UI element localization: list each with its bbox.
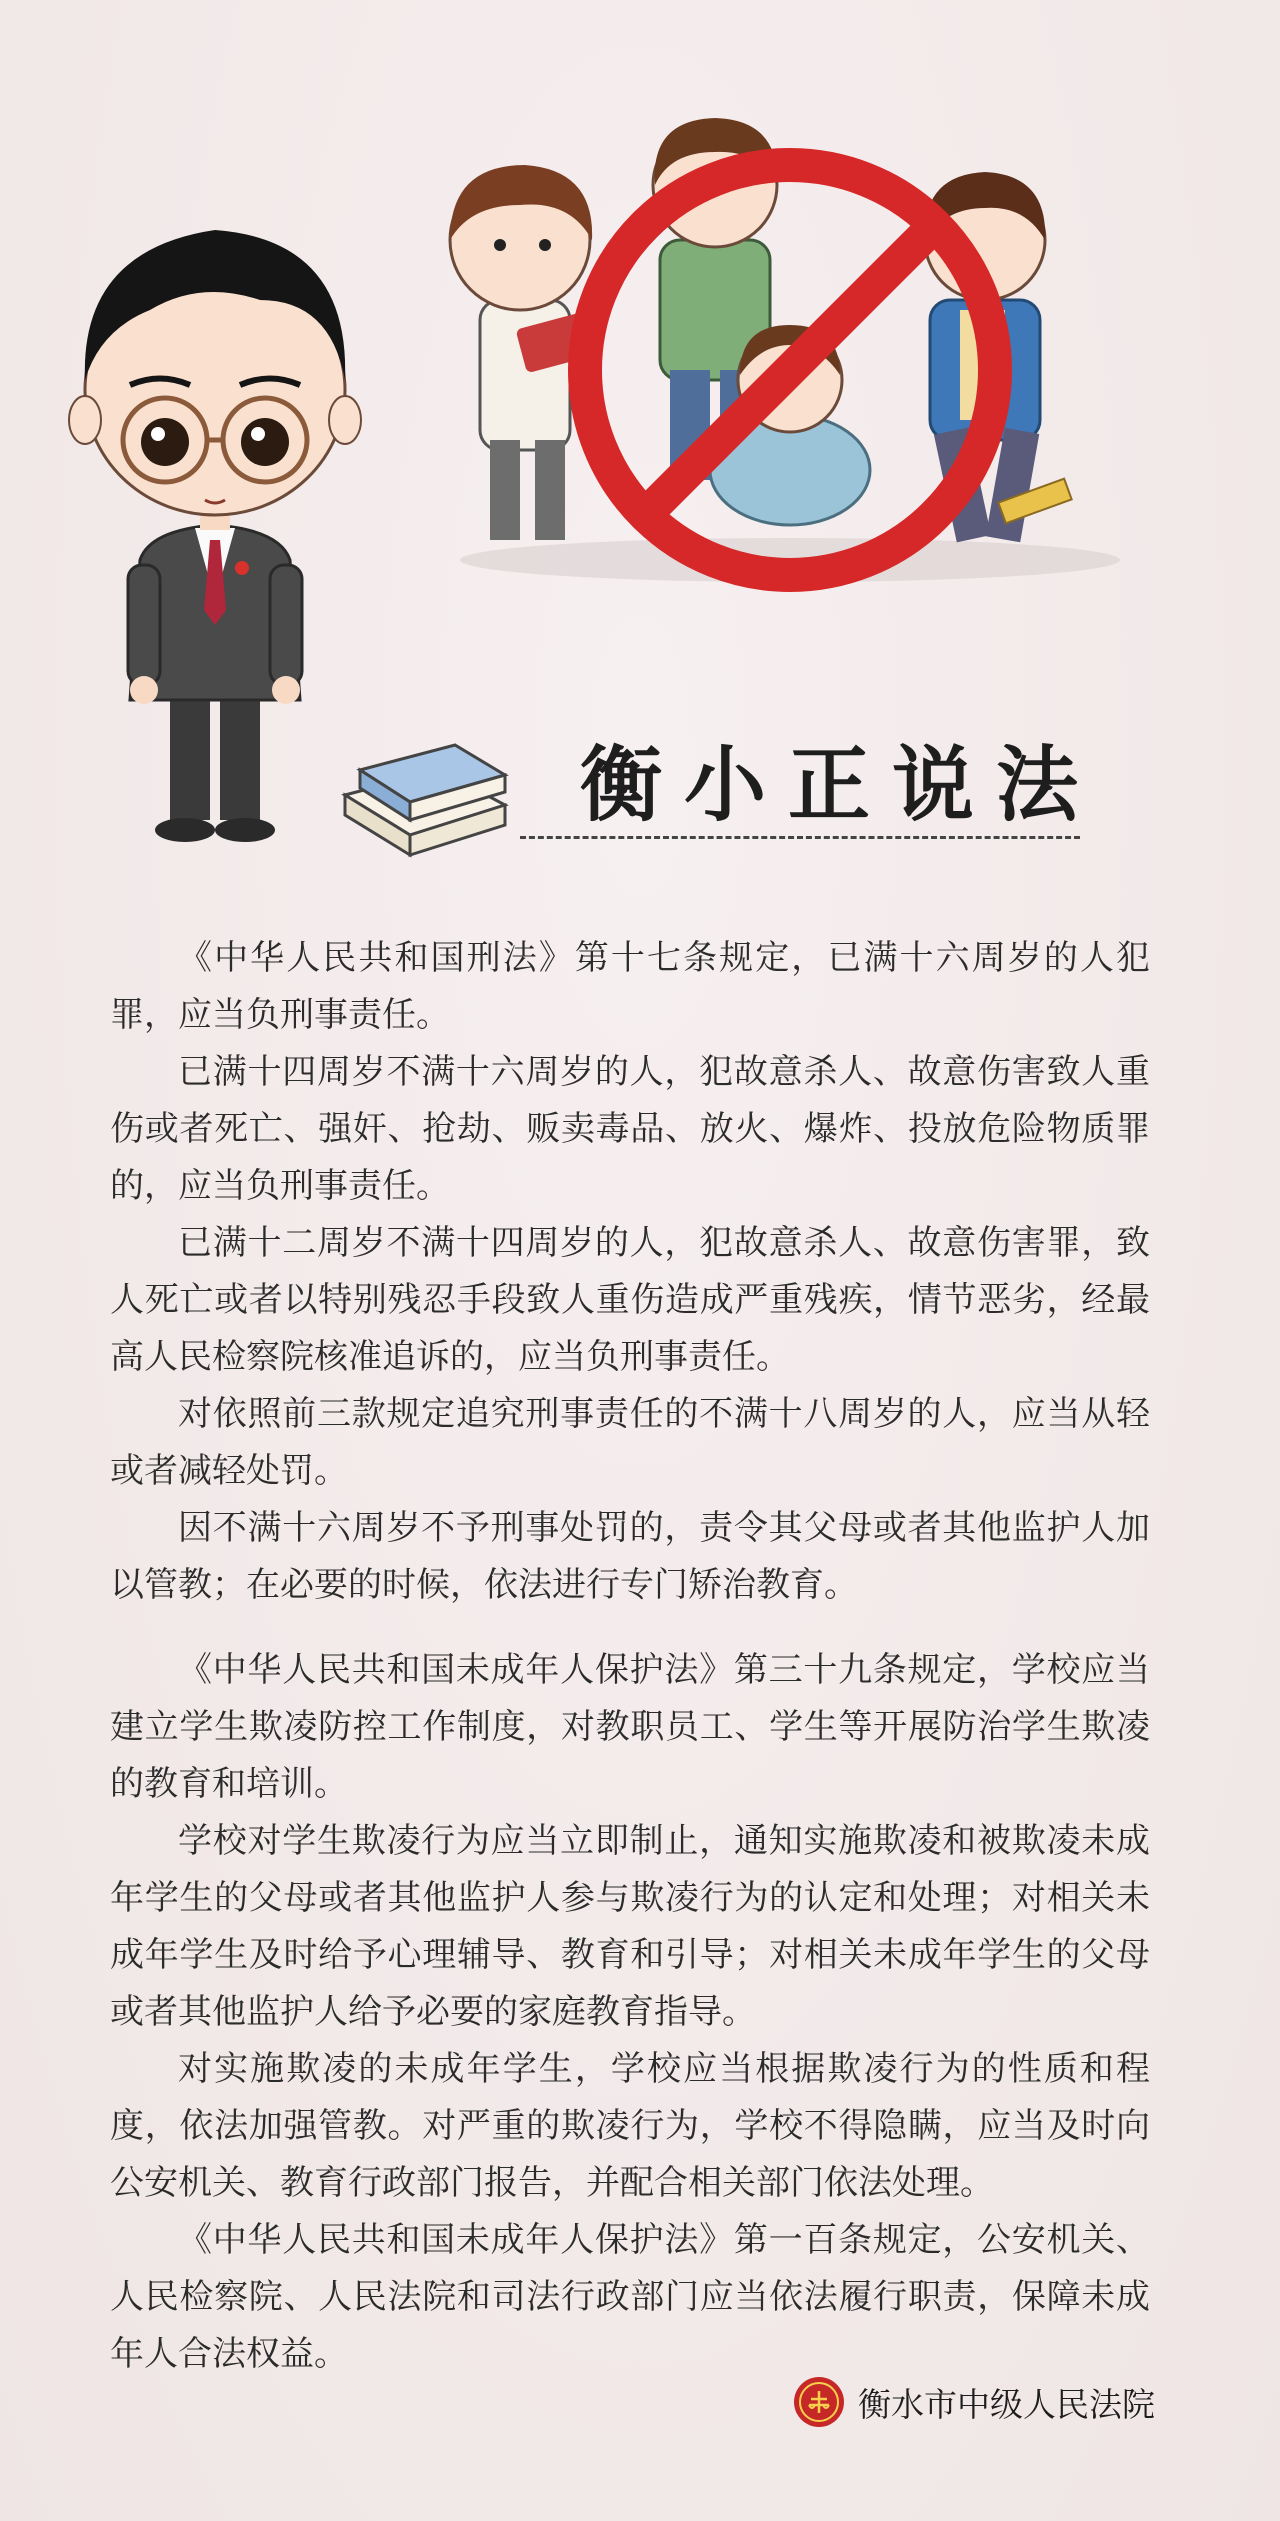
legal-text-body [110,930,1150,2383]
judge-cartoon-icon [69,230,361,842]
paragraph: 已满十二周岁不满十四周岁的人，犯故意杀人、故意伤害罪，致人死亡或者以特别残忍手段致人重伤造成严重残疾，情节恶劣，经最高人民检察院核准追诉的，应当负刑事责任。 [110,1223,1150,1377]
page-title: 衡小正说法 [580,738,1101,833]
paragraph: 《中华人民共和国未成年人保护法》第一百条规定，公安机关、人民检察院、人民法院和司法行政部门应当依法履行职责，保障未成年人合法权益。 [110,2220,1150,2374]
footer-signature [792,2375,1155,2429]
books-icon [345,745,505,855]
court-name: 衡水市中级人民法院 [858,2384,1155,2424]
court-emblem-icon [792,2375,846,2429]
paragraph: 《中华人民共和国未成年人保护法》第三十九条规定，学校应当建立学生欺凌防控工作制度，对教职员工、学生等开展防治学生欺凌的教育和培训。 [110,1650,1150,1804]
header-illustration [0,0,1280,880]
anti-bullying-prohibited-icon [450,118,1120,582]
paragraph: 《中华人民共和国刑法》第十七条规定，已满十六周岁的人犯罪，应当负刑事责任。 [110,938,1150,1035]
paragraph: 因不满十六周岁不予刑事处罚的，责令其父母或者其他监护人加以管教；在必要的时候，依法进行专门矫治教育。 [110,1508,1150,1605]
paragraph: 对依照前三款规定追究刑事责任的不满十八周岁的人，应当从轻或者减轻处罚。 [110,1394,1150,1491]
paragraph: 对实施欺凌的未成年学生，学校应当根据欺凌行为的性质和程度，依法加强管教。对严重的欺凌行为，学校不得隐瞒，应当及时向公安机关、教育行政部门报告，并配合相关部门依法处理。 [110,2049,1150,2203]
title-dashed-divider [520,836,1080,839]
paragraph: 已满十四周岁不满十六周岁的人，犯故意杀人、故意伤害致人重伤或者死亡、强奸、抢劫、贩卖毒品、放火、爆炸、投放危险物质罪的，应当负刑事责任。 [110,1052,1150,1206]
paragraph: 学校对学生欺凌行为应当立即制止，通知实施欺凌和被欺凌未成年学生的父母或者其他监护人参与欺凌行为的认定和处理；对相关未成年学生及时给予心理辅导、教育和引导；对相关未成年学生的父母或者其他监护人给予必要的家庭教育指导。 [110,1821,1150,2032]
